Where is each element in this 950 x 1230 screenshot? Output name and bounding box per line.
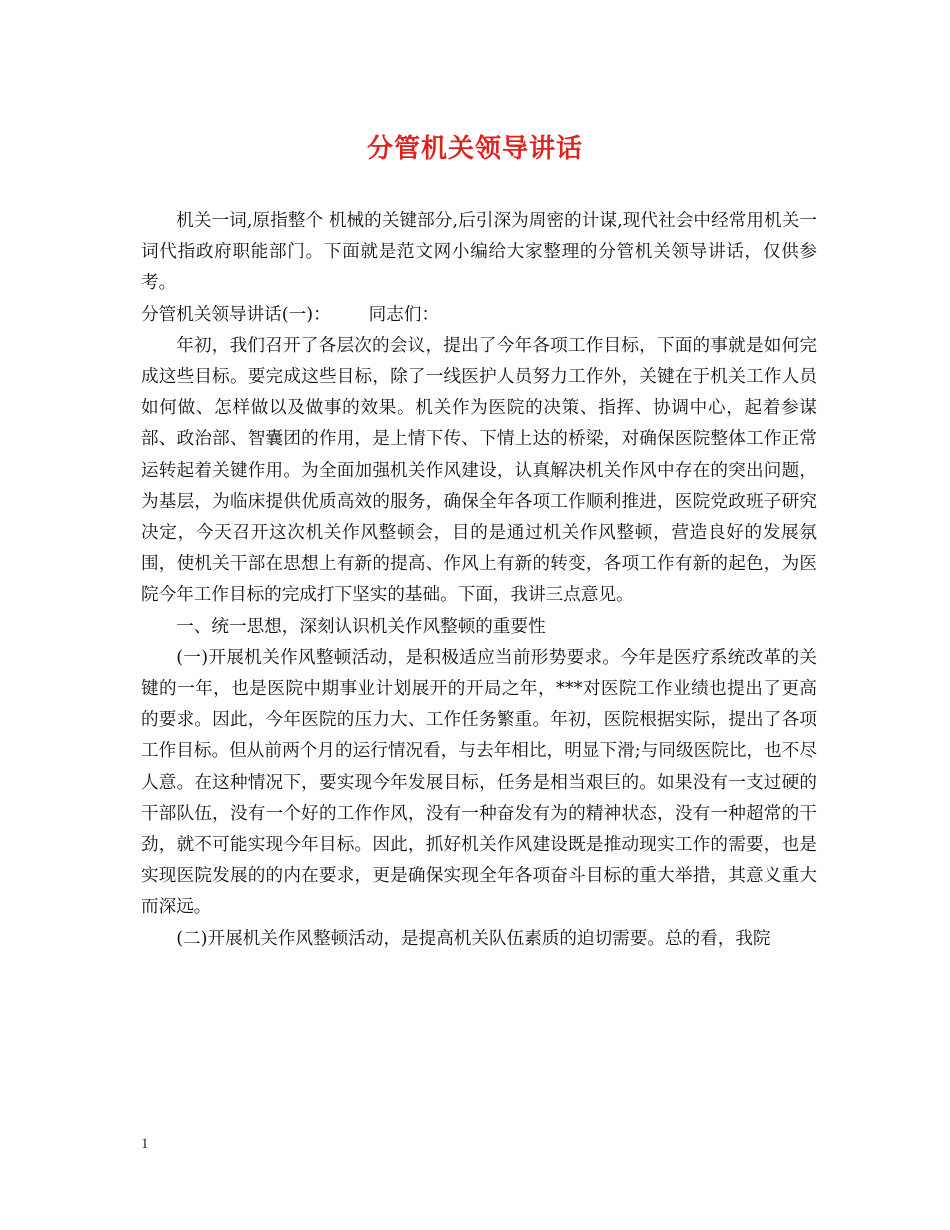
document-title: 分管机关领导讲话: [366, 134, 583, 164]
section-title: 一、统一思想，深刻认识机关作风整顿的重要性: [176, 616, 546, 637]
greeting: 同志们：: [368, 304, 440, 325]
body-paragraph: (一)开展机关作风整顿活动，是积极适应当前形势要求。今年是医疗系统改革的关键的一年，也是医院中期事业计划展开的开局之年，***对医院工作业绩也提出了更高的要求。因此，今年医院的压力大、工作任务繁重。年初，医院根据实际，提出了各项工作目标。但从前两个月的运行情况看，与去年相比，明显下滑;与同级医院比，也不尽人意。在这种情况下，要实现今年发展目标，任务是相当艰巨的。如果没有一支过硬的干部队伍，没有一个好的工作作风，没有一种奋发有为的精神状态，没有一种超常的干劲，就不可能实现今年目标。因此，抓好机关作风建设既是推动现实工作的需要，也是实现医院发展的的内在要求，更是确保实现全年各项奋斗目标的重大举措，其意义重大而深远。: [141, 647, 817, 918]
page-number: 1: [141, 1136, 149, 1152]
body-paragraph: (二)开展机关作风整顿活动，是提高机关队伍素质的迫切需要。总的看，我院: [176, 928, 771, 949]
speech-heading-line: [141, 300, 817, 331]
body-paragraph: 年初，我们召开了各层次的会议，提出了今年各项工作目标，下面的事就是如何完成这些目标。要完成这些目标，除了一线医护人员努力工作外，关键在于机关工作人员如何做、怎样做以及做事的效果。机关作为医院的决策、指挥、协调中心，起着参谋部、政治部、智囊团的作用，是上情下传、下情上达的桥梁，对确保医院整体工作正常运转起着关键作用。为全面加强机关作风建设，认真解决机关作风中存在的突出问题，为基层，为临床提供优质高效的服务，确保全年各项工作顺利推进，医院党政班子研究决定，今天召开这次机关作风整顿会，目的是通过机关作风整顿，营造良好的发展氛围，使机关干部在思想上有新的提高、作风上有新的转变，各项工作有新的起色，为医院今年工作目标的完成打下坚实的基础。下面，我讲三点意见。: [141, 335, 817, 606]
section-heading: 分管机关领导讲话(一)：: [141, 304, 331, 325]
intro-paragraph: 机关一词,原指整个 机械的关键部分,后引深为周密的计谋,现代社会中经常用机关一词代指政府职能部门。下面就是范文网小编给大家整理的分管机关领导讲话，仅供参考。: [141, 211, 817, 294]
document-body: [141, 206, 817, 955]
